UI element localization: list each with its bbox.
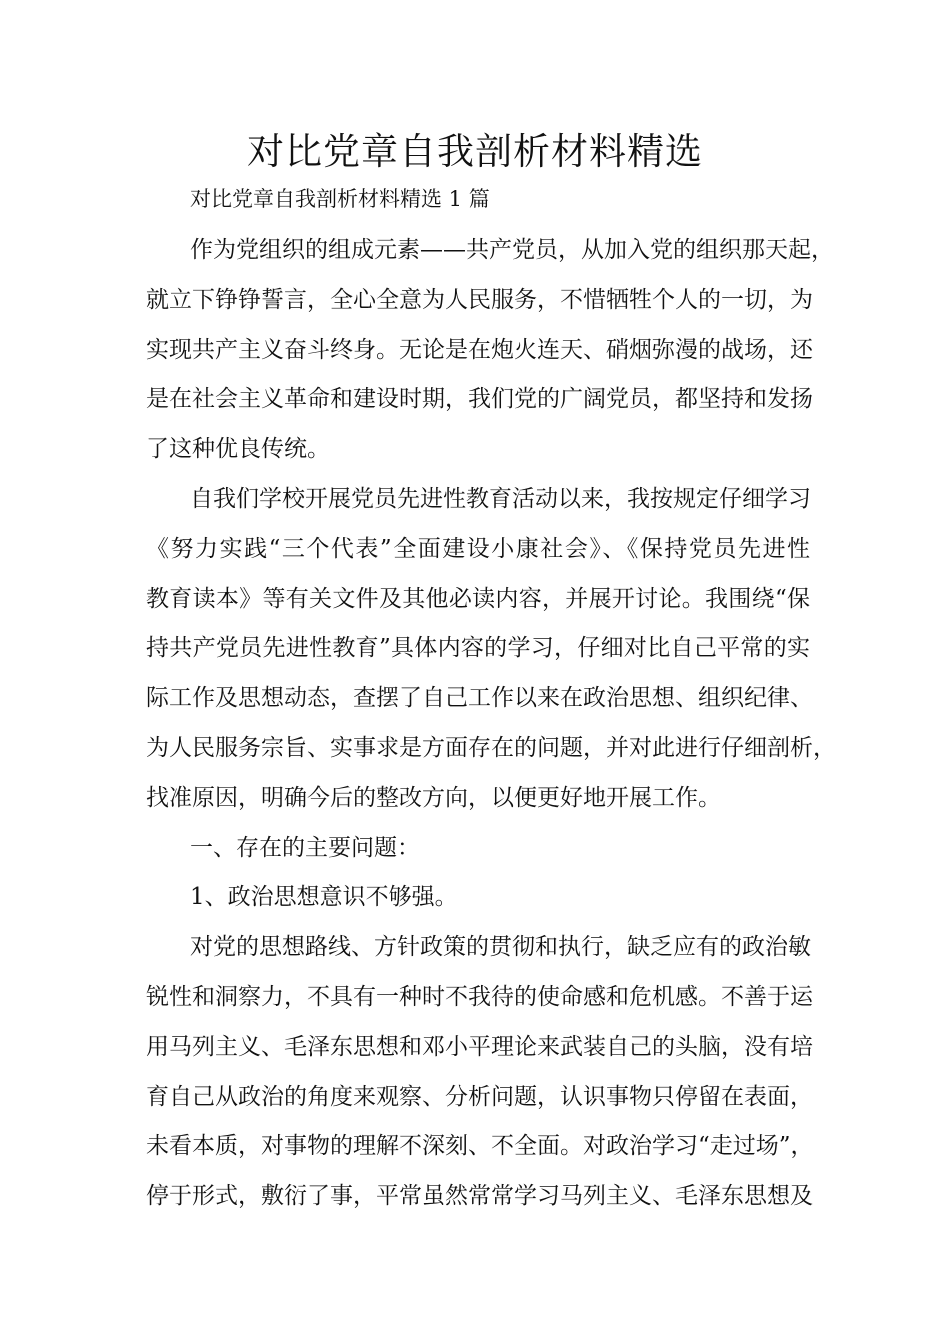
subsection-heading: 1、政治思想意识不够强。 bbox=[190, 884, 458, 911]
document-title: 对比党章自我剖析材料精选 bbox=[247, 130, 703, 173]
text-line: 实现共产主义奋斗终身。无论是在炮火连天、硝烟弥漫的战场，还 bbox=[146, 336, 813, 363]
text-line: 对党的思想路线、方针政策的贯彻和执行，缺乏应有的政治敏 bbox=[190, 934, 811, 961]
section-heading: 一、存在的主要问题： bbox=[190, 834, 420, 861]
text-line: 《努力实践“三个代表”全面建设小康社会》、《保持党员先进性 bbox=[146, 535, 810, 562]
document-body bbox=[146, 226, 836, 1222]
text-line: 找准原因，明确今后的整改方向，以便更好地开展工作。 bbox=[146, 784, 721, 811]
text-line: 教育读本》等有关文件及其他必读内容，并展开讨论。我围绕“保 bbox=[146, 585, 810, 612]
text-line: 未看本质，对事物的理解不深刻、不全面。对政治学习“走过场”， bbox=[146, 1133, 814, 1160]
document-subtitle: 对比党章自我剖析材料精选 1 篇 bbox=[190, 187, 490, 211]
text-line: 际工作及思想动态，查摆了自己工作以来在政治思想、组织纪律、 bbox=[146, 685, 813, 712]
text-line: 了这种优良传统。 bbox=[146, 436, 330, 463]
text-line: 自我们学校开展党员先进性教育活动以来，我按规定仔细学习 bbox=[190, 485, 811, 512]
text-line: 停于形式，敷衍了事，平常虽然常常学习马列主义、毛泽东思想及 bbox=[146, 1183, 813, 1210]
text-line: 持共产党员先进性教育”具体内容的学习，仔细对比自己平常的实 bbox=[146, 635, 810, 662]
text-line: 育自己从政治的角度来观察、分析问题，认识事物只停留在表面， bbox=[146, 1083, 813, 1110]
text-line: 是在社会主义革命和建设时期，我们党的广阔党员，都坚持和发扬 bbox=[146, 386, 813, 413]
text-line: 就立下铮铮誓言，全心全意为人民服务，不惜牺牲个人的一切，为 bbox=[146, 286, 813, 313]
text-line: 锐性和洞察力，不具有一种时不我待的使命感和危机感。不善于运 bbox=[146, 983, 813, 1010]
text-line: 为人民服务宗旨、实事求是方面存在的问题，并对此进行仔细剖析， bbox=[146, 734, 836, 761]
text-line: 用马列主义、毛泽东思想和邓小平理论来武装自己的头脑，没有培 bbox=[146, 1033, 813, 1060]
text-line: 作为党组织的组成元素——共产党员，从加入党的组织那天起， bbox=[190, 237, 834, 263]
